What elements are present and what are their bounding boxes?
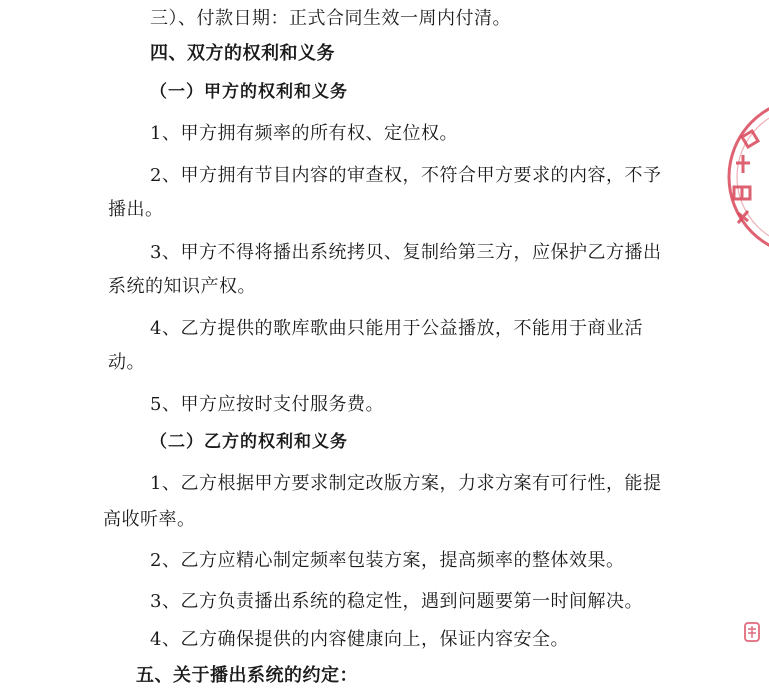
party-a-item-2-cont: 播出。 (108, 199, 164, 220)
party-a-item-4: 4、乙方提供的歌库歌曲只能用于公益播放，不能用于商业活 (150, 318, 643, 339)
official-seal-stamp (712, 95, 769, 255)
party-b-item-2: 2、乙方应精心制定频率包装方案，提高频率的整体效果。 (150, 550, 625, 571)
party-b-item-1: 1、乙方根据甲方要求制定改版方案，力求方案有可行性，能提 (150, 473, 662, 494)
party-a-item-3-cont: 系统的知识产权。 (108, 276, 256, 297)
section-heading-broadcast: 五、关于播出系统的约定： (136, 665, 358, 686)
section-heading-rights: 四、双方的权利和义务 (150, 43, 335, 64)
party-b-item-4: 4、乙方确保提供的内容健康向上，保证内容安全。 (150, 629, 569, 650)
party-a-item-3: 3、甲方不得将播出系统拷贝、复制给第三方，应保护乙方播出 (150, 242, 662, 263)
seal-fragment (742, 620, 762, 644)
party-a-item-4-cont: 动。 (108, 352, 145, 373)
party-a-item-5: 5、甲方应按时支付服务费。 (150, 394, 384, 415)
subheading-party-a: （一）甲方的权利和义务 (150, 82, 348, 102)
party-a-item-2: 2、甲方拥有节目内容的审查权，不符合甲方要求的内容，不予 (150, 165, 662, 186)
party-a-item-1: 1、甲方拥有频率的所有权、定位权。 (150, 123, 458, 144)
party-b-item-3: 3、乙方负责播出系统的稳定性，遇到问题要第一时间解决。 (150, 591, 643, 612)
payment-date-line: 三）、付款日期：正式合同生效一周内付清。 (150, 8, 511, 29)
party-b-item-1-cont: 高收听率。 (103, 509, 196, 530)
subheading-party-b: （二）乙方的权利和义务 (150, 432, 348, 452)
